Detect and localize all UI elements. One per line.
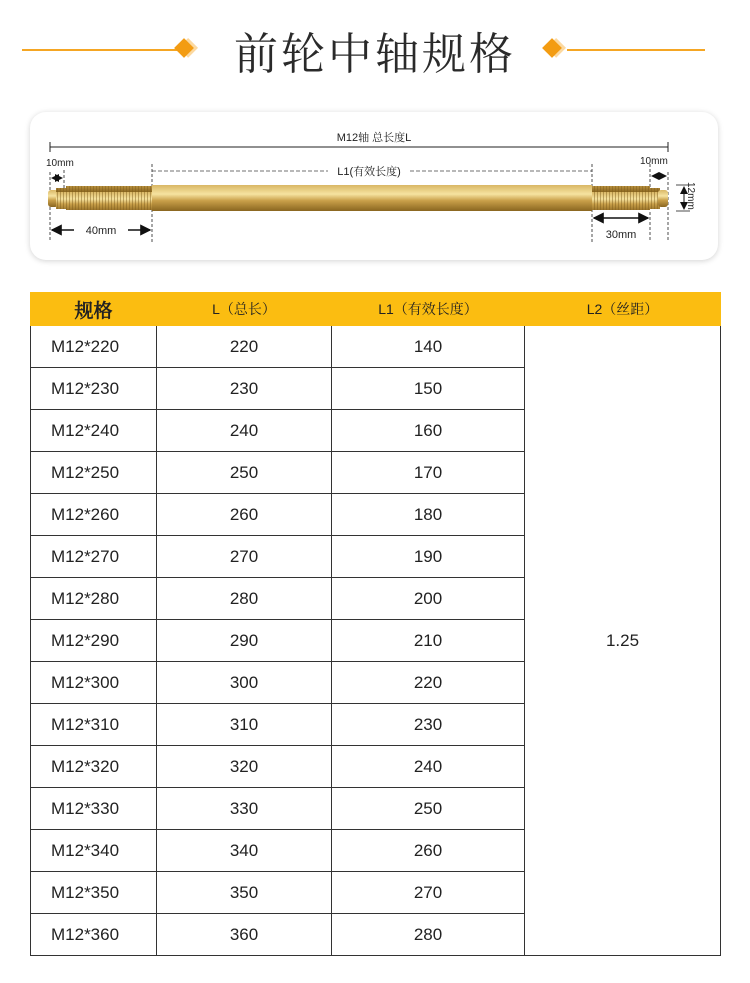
header-total-length: L（总长） (157, 293, 332, 326)
header-model: 规格 (31, 293, 157, 326)
diameter-label: 12mm (685, 182, 696, 210)
cell-effective-length: 210 (332, 620, 525, 662)
cell-effective-length: 270 (332, 872, 525, 914)
cell-total-length: 340 (157, 830, 332, 872)
axle-diagram (30, 112, 718, 260)
spec-table (30, 292, 721, 956)
cell-total-length: 310 (157, 704, 332, 746)
cell-effective-length: 150 (332, 368, 525, 410)
header-line-right (567, 49, 705, 51)
table-row (31, 326, 721, 368)
cell-thread-pitch: 1.25 (525, 326, 721, 956)
header-thread-pitch: L2（丝距） (525, 293, 721, 326)
cell-effective-length: 180 (332, 494, 525, 536)
cell-model: M12*240 (31, 410, 157, 452)
cell-total-length: 350 (157, 872, 332, 914)
cell-total-length: 220 (157, 326, 332, 368)
right-end-label: 10mm (640, 156, 668, 167)
axle-diagram-card (30, 112, 718, 260)
cell-effective-length: 280 (332, 914, 525, 956)
cell-model: M12*300 (31, 662, 157, 704)
cell-model: M12*340 (31, 830, 157, 872)
cell-model: M12*320 (31, 746, 157, 788)
cell-effective-length: 230 (332, 704, 525, 746)
cell-model: M12*230 (31, 368, 157, 410)
cell-model: M12*280 (31, 578, 157, 620)
cell-total-length: 230 (157, 368, 332, 410)
cell-effective-length: 200 (332, 578, 525, 620)
cell-model: M12*250 (31, 452, 157, 494)
cell-model: M12*260 (31, 494, 157, 536)
cell-effective-length: 160 (332, 410, 525, 452)
cell-total-length: 270 (157, 536, 332, 578)
cell-model: M12*330 (31, 788, 157, 830)
cell-model: M12*350 (31, 872, 157, 914)
cell-total-length: 320 (157, 746, 332, 788)
left-thread-label: 40mm (85, 225, 117, 237)
cell-model: M12*310 (31, 704, 157, 746)
table-header-row (31, 293, 721, 326)
cell-model: M12*270 (31, 536, 157, 578)
cell-model: M12*290 (31, 620, 157, 662)
cell-effective-length: 250 (332, 788, 525, 830)
cell-effective-length: 240 (332, 746, 525, 788)
header-effective-length: L1（有效长度） (332, 293, 525, 326)
cell-effective-length: 190 (332, 536, 525, 578)
cell-model: M12*220 (31, 326, 157, 368)
cell-effective-length: 220 (332, 662, 525, 704)
cell-total-length: 250 (157, 452, 332, 494)
effective-length-label: L1(有效长度) (337, 166, 401, 178)
left-end-label: 10mm (46, 158, 74, 169)
cell-effective-length: 170 (332, 452, 525, 494)
axle-illustration (48, 185, 668, 211)
total-length-label: M12轴 总长度L (336, 132, 412, 144)
cell-total-length: 240 (157, 410, 332, 452)
diamond-icon-right (540, 36, 568, 64)
cell-model: M12*360 (31, 914, 157, 956)
page-title: 前轮中轴规格 (234, 29, 516, 80)
cell-total-length: 360 (157, 914, 332, 956)
cell-effective-length: 140 (332, 326, 525, 368)
cell-total-length: 280 (157, 578, 332, 620)
cell-effective-length: 260 (332, 830, 525, 872)
cell-total-length: 300 (157, 662, 332, 704)
cell-total-length: 330 (157, 788, 332, 830)
right-thread-label: 30mm (605, 229, 637, 241)
cell-total-length: 290 (157, 620, 332, 662)
cell-total-length: 260 (157, 494, 332, 536)
